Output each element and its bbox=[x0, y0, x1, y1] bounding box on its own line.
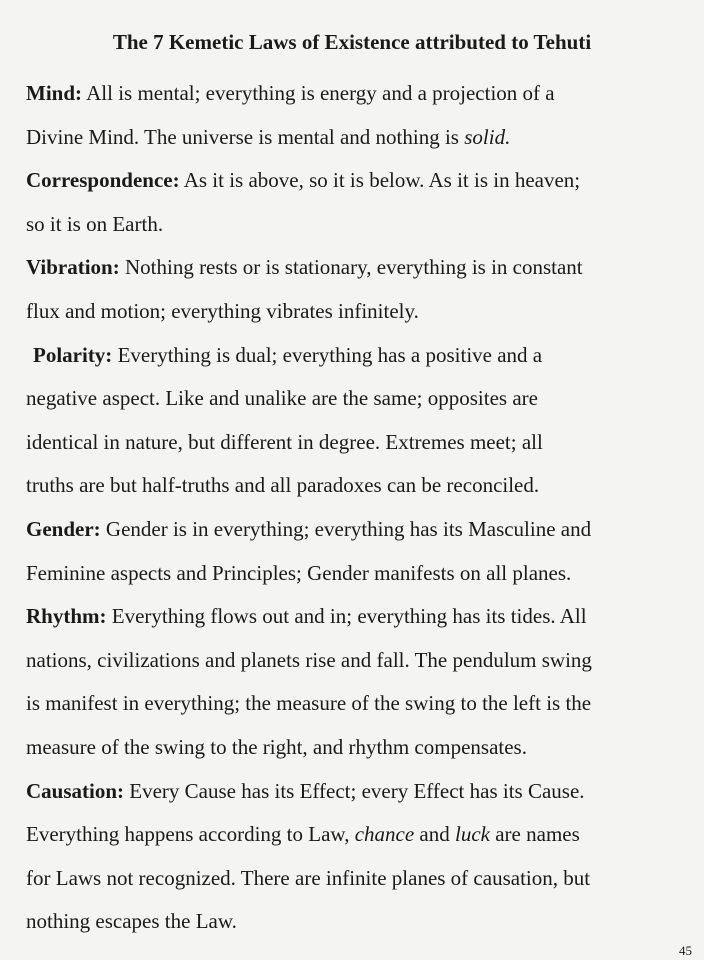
law-causation-line-1 bbox=[26, 770, 696, 814]
laws-text bbox=[26, 72, 696, 944]
page-number: 45 bbox=[679, 943, 692, 958]
law-polarity-line-1 bbox=[26, 334, 696, 378]
law-gender-text-1: Gender is in everything; everything has its Masculine and bbox=[105, 516, 592, 541]
law-polarity-text-3: identical in nature, but different in degree. Extremes meet; all bbox=[26, 429, 543, 454]
law-causation-text-4: nothing escapes the Law. bbox=[26, 909, 237, 934]
law-gender-term: Gender: bbox=[26, 516, 101, 541]
law-rhythm-text-2: nations, civilizations and planets rise and fall. The pendulum swing bbox=[26, 647, 592, 672]
law-vibration-text-2: flux and motion; everything vibrates infinitely. bbox=[26, 298, 419, 323]
law-polarity-text-4: truths are but half-truths and all paradoxes can be reconciled. bbox=[26, 473, 540, 498]
law-mind-term: Mind: bbox=[26, 81, 83, 105]
law-gender-text-2: Feminine aspects and Principles; Gender manifests on all planes. bbox=[26, 560, 572, 585]
law-rhythm-line-2 bbox=[26, 639, 696, 683]
law-causation-text-2e: are names bbox=[489, 822, 580, 847]
law-gender-line-2 bbox=[26, 552, 696, 596]
law-causation-line-2 bbox=[26, 813, 696, 857]
law-causation-text-2c: and bbox=[414, 822, 455, 847]
law-gender-line-1 bbox=[26, 508, 696, 552]
law-causation-text-2a: Everything happens according to Law, bbox=[26, 822, 355, 847]
law-correspondence-text-2: so it is on Earth. bbox=[26, 211, 164, 236]
law-rhythm-term: Rhythm: bbox=[26, 604, 107, 629]
law-mind-text-2-emphasis: solid. bbox=[464, 124, 511, 149]
law-mind-text-2: Divine Mind. The universe is mental and nothing is bbox=[26, 124, 465, 149]
law-rhythm-line-1 bbox=[26, 595, 696, 639]
law-causation-line-4 bbox=[26, 900, 696, 944]
law-vibration-line-2 bbox=[26, 290, 696, 334]
law-correspondence-text-1: As it is above, so it is below. As it is in heaven; bbox=[183, 168, 581, 193]
law-vibration-text-1: Nothing rests or is stationary, everything is in constant bbox=[124, 255, 583, 280]
law-mind-line-1 bbox=[26, 72, 696, 116]
law-causation-term: Causation: bbox=[26, 778, 125, 803]
law-causation-text-3: for Laws not recognized. There are infinite planes of causation, but bbox=[26, 865, 591, 890]
law-mind-line-2 bbox=[26, 116, 696, 160]
law-rhythm-text-4: measure of the swing to the right, and rhythm compensates. bbox=[26, 734, 527, 759]
law-polarity-term: Polarity: bbox=[33, 342, 113, 367]
law-causation-text-1: Every Cause has its Effect; every Effect has its Cause. bbox=[129, 778, 585, 803]
law-rhythm-line-4 bbox=[26, 726, 696, 770]
law-mind-text-1: All is mental; everything is energy and a projection of a bbox=[86, 81, 555, 105]
law-vibration-line-1 bbox=[26, 246, 696, 290]
law-rhythm-text-1: Everything flows out and in; everything has its tides. All bbox=[111, 604, 587, 629]
law-causation-line-3 bbox=[26, 857, 696, 901]
page-title: The 7 Kemetic Laws of Existence attributed to Tehuti bbox=[112, 30, 592, 54]
law-rhythm-text-3: is manifest in everything; the measure of the swing to the left is the bbox=[26, 691, 592, 716]
law-polarity-line-2 bbox=[26, 377, 696, 421]
law-causation-emphasis-luck: luck bbox=[455, 822, 490, 847]
law-vibration-term: Vibration: bbox=[26, 255, 120, 280]
law-correspondence-term: Correspondence: bbox=[26, 168, 180, 193]
law-correspondence-line-2 bbox=[26, 203, 696, 247]
law-polarity-text-1: Everything is dual; everything has a positive and a bbox=[117, 342, 543, 367]
law-polarity-text-2: negative aspect. Like and unalike are the same; opposites are bbox=[26, 386, 538, 411]
law-polarity-line-3 bbox=[26, 421, 696, 465]
law-causation-emphasis-chance: chance bbox=[354, 822, 415, 847]
law-rhythm-line-3 bbox=[26, 682, 696, 726]
law-correspondence-line-1 bbox=[26, 159, 696, 203]
law-polarity-line-4 bbox=[26, 464, 696, 508]
